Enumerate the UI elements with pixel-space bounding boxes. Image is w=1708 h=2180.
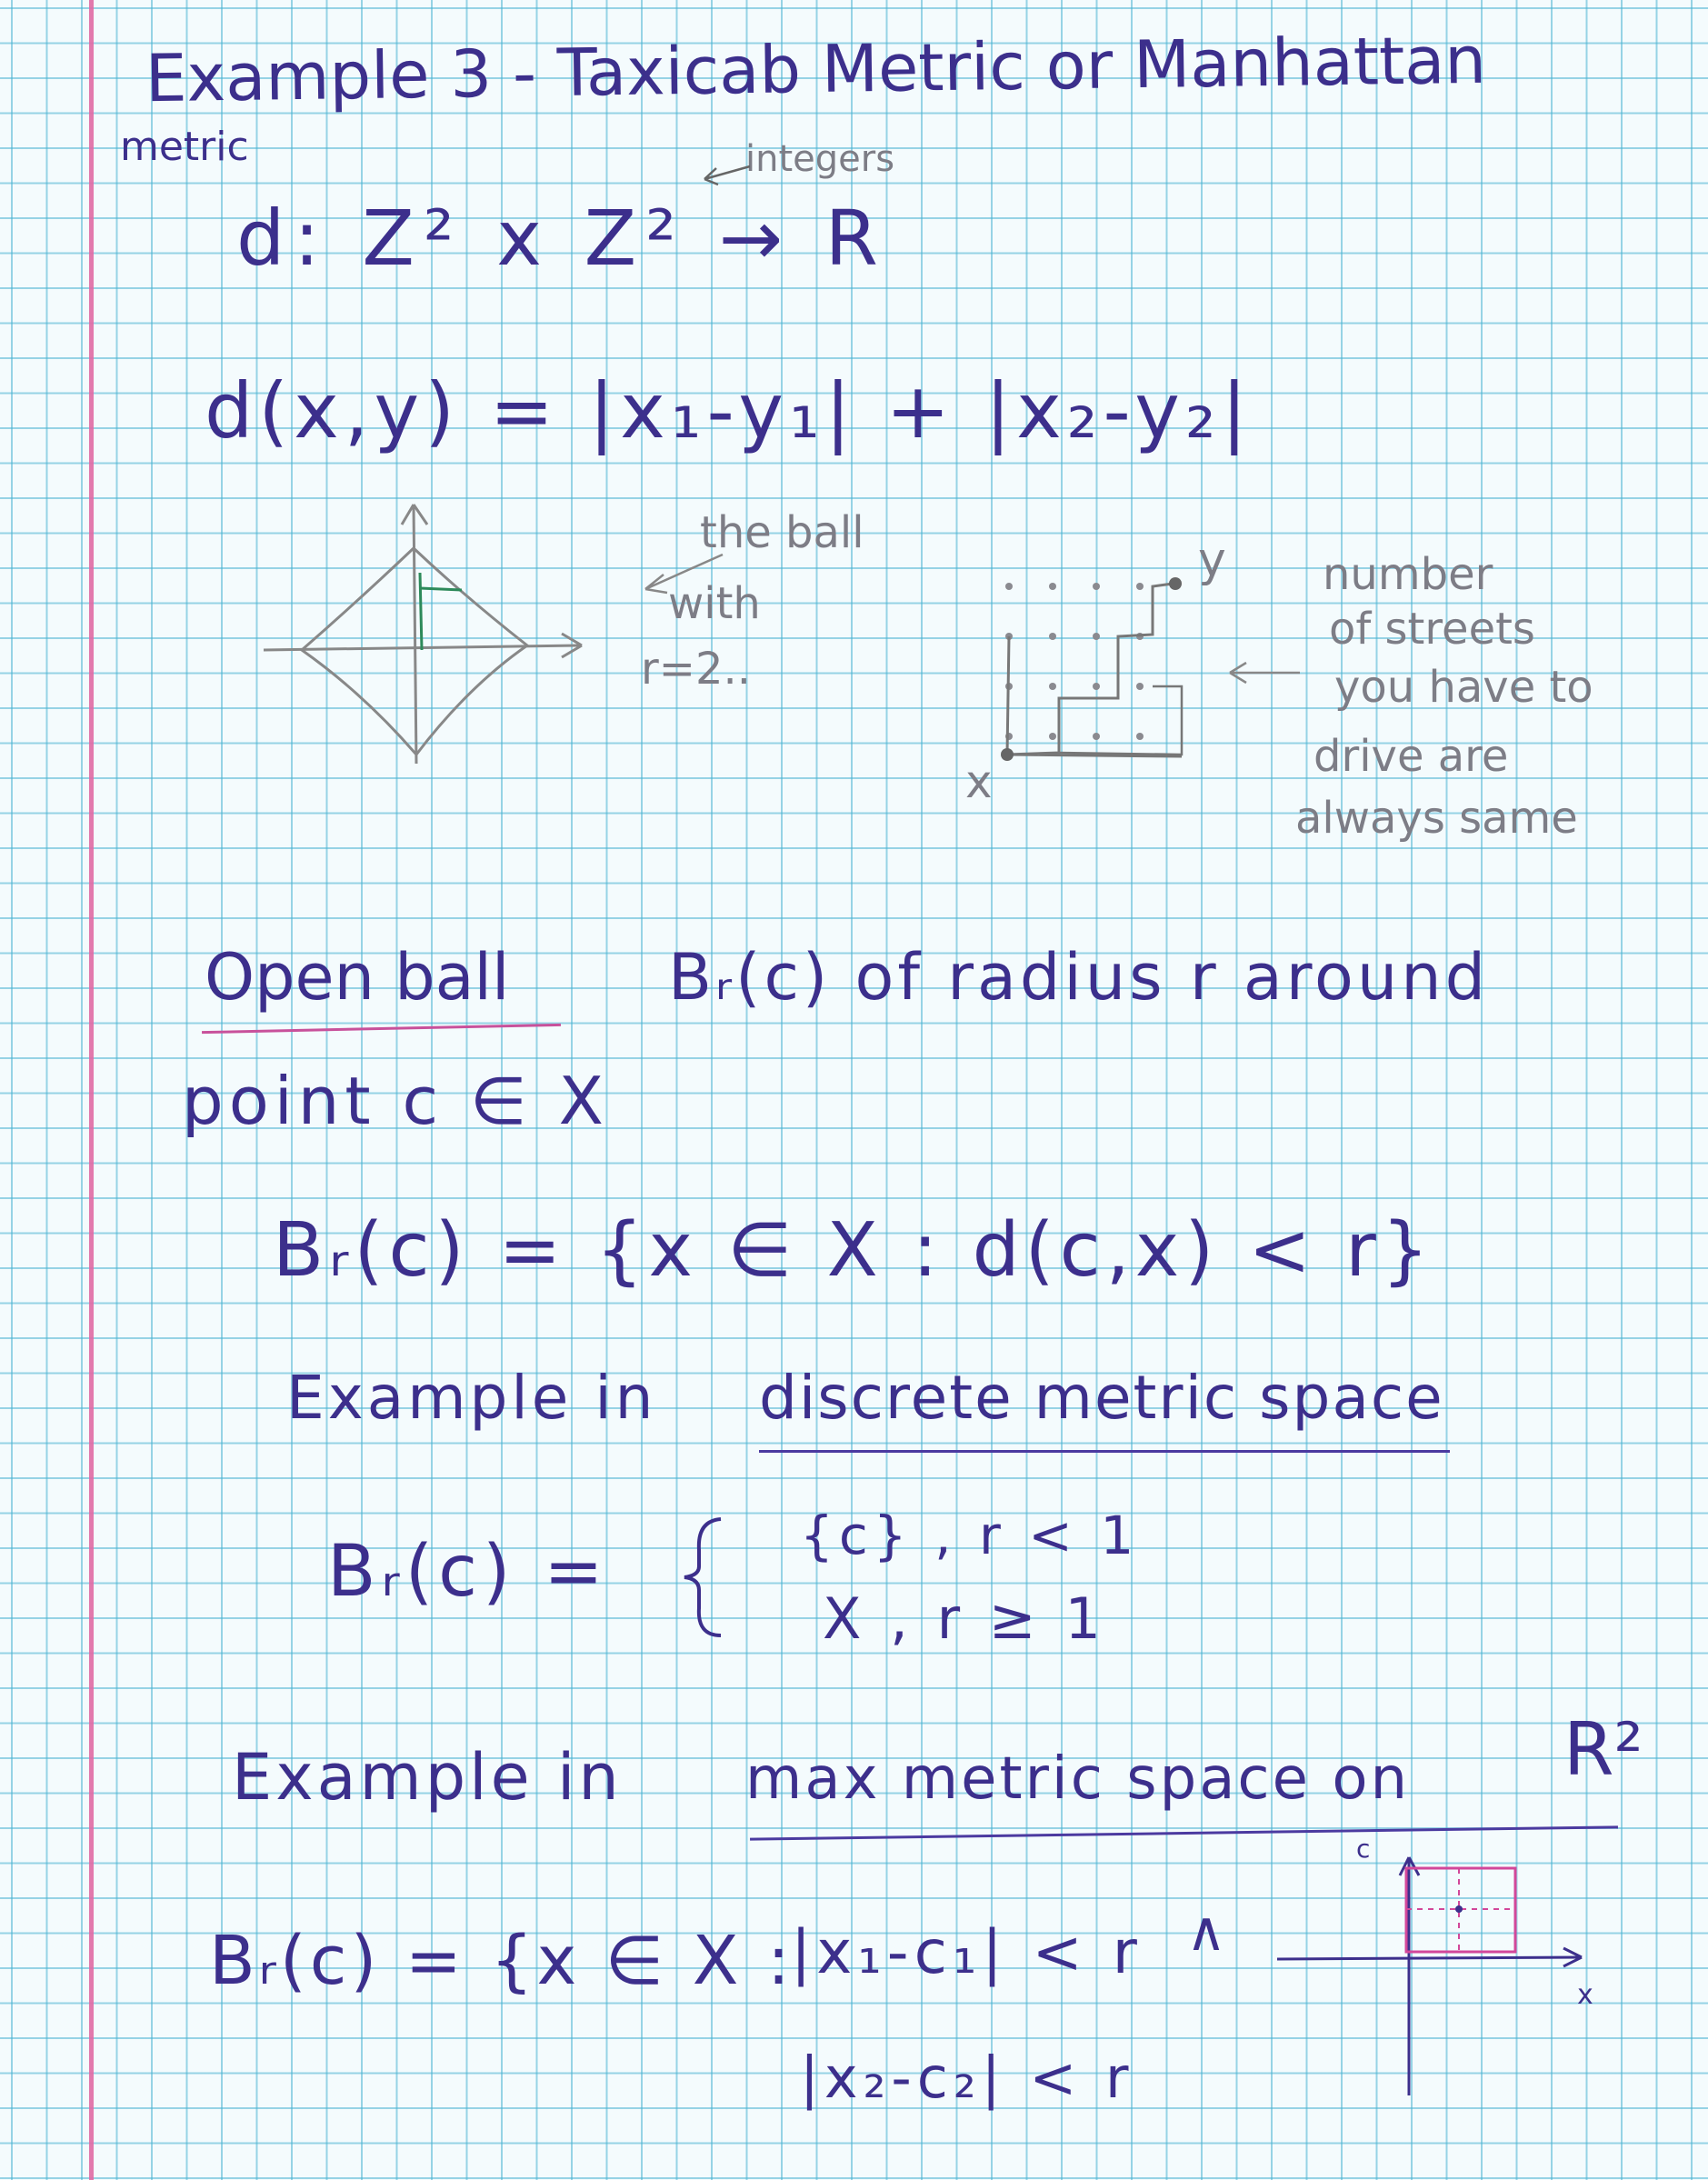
margin-line bbox=[89, 0, 94, 2180]
max-lhs: Bᵣ(c) = {x ∈ X : bbox=[209, 1922, 794, 2000]
grid-note-1: number bbox=[1323, 549, 1493, 600]
max-condition-2: |x₂-c₂| < r bbox=[800, 2045, 1134, 2111]
discrete-heading-underline bbox=[759, 1450, 1450, 1453]
grid-note-4: drive are bbox=[1313, 731, 1509, 782]
integers-arrow bbox=[700, 159, 754, 186]
discrete-case-1: {c} , r < 1 bbox=[800, 1505, 1140, 1566]
max-sketch-label-x: x bbox=[1577, 1979, 1593, 2011]
discrete-case-2: X , r ≥ 1 bbox=[823, 1585, 1106, 1652]
ball-note-arrow bbox=[636, 545, 727, 600]
open-ball-definition-cont: point c ∈ X bbox=[182, 1063, 609, 1139]
mapping-expression: d: Z² x Z² → R bbox=[236, 194, 888, 283]
city-grid-sketch bbox=[991, 564, 1209, 800]
open-ball-definition: Bᵣ(c) of radius r around bbox=[668, 940, 1490, 1015]
ball-note-1: the ball bbox=[700, 507, 864, 558]
max-heading-underline bbox=[750, 1825, 1618, 1840]
taxicab-ball-sketch bbox=[255, 495, 600, 768]
ball-note-3: r=2.. bbox=[641, 644, 752, 695]
max-and-symbol: ∧ bbox=[1186, 1900, 1226, 1964]
max-heading-space: R² bbox=[1563, 1707, 1643, 1792]
max-condition-1: |x₁-c₁| < r bbox=[791, 1917, 1143, 1987]
page-title: Example 3 - Taxicab Metric or Manhattan bbox=[145, 21, 1487, 117]
open-ball-set: Bᵣ(c) = {x ∈ X : d(c,x) < r} bbox=[273, 1207, 1435, 1294]
grid-note-2: of streets bbox=[1329, 604, 1535, 655]
discrete-heading: discrete metric space bbox=[759, 1363, 1444, 1433]
grid-note-arrow bbox=[1223, 659, 1304, 686]
taxicab-formula: d(x,y) = |x₁-y₁| + |x₂-y₂| bbox=[205, 366, 1253, 455]
max-heading: max metric space on bbox=[745, 1745, 1411, 1813]
discrete-brace bbox=[677, 1514, 732, 1641]
open-ball-term: Open ball bbox=[205, 940, 510, 1015]
max-sketch-label-c: c bbox=[1356, 1834, 1371, 1864]
integers-note: integers bbox=[745, 138, 895, 180]
discrete-heading-prefix: Example in bbox=[286, 1363, 657, 1433]
max-ball-sketch bbox=[1268, 1841, 1595, 2105]
grid-note-3: you have to bbox=[1334, 662, 1593, 713]
grid-label-y: y bbox=[1198, 533, 1226, 587]
max-heading-prefix: Example in bbox=[232, 1740, 623, 1815]
grid-note-5: always same bbox=[1295, 793, 1578, 844]
grid-label-x: x bbox=[965, 755, 993, 808]
discrete-lhs: Bᵣ(c) = bbox=[327, 1531, 609, 1613]
open-ball-underline bbox=[202, 1024, 561, 1034]
ball-note-2: with bbox=[668, 578, 761, 629]
title-continuation: metric bbox=[120, 124, 249, 170]
